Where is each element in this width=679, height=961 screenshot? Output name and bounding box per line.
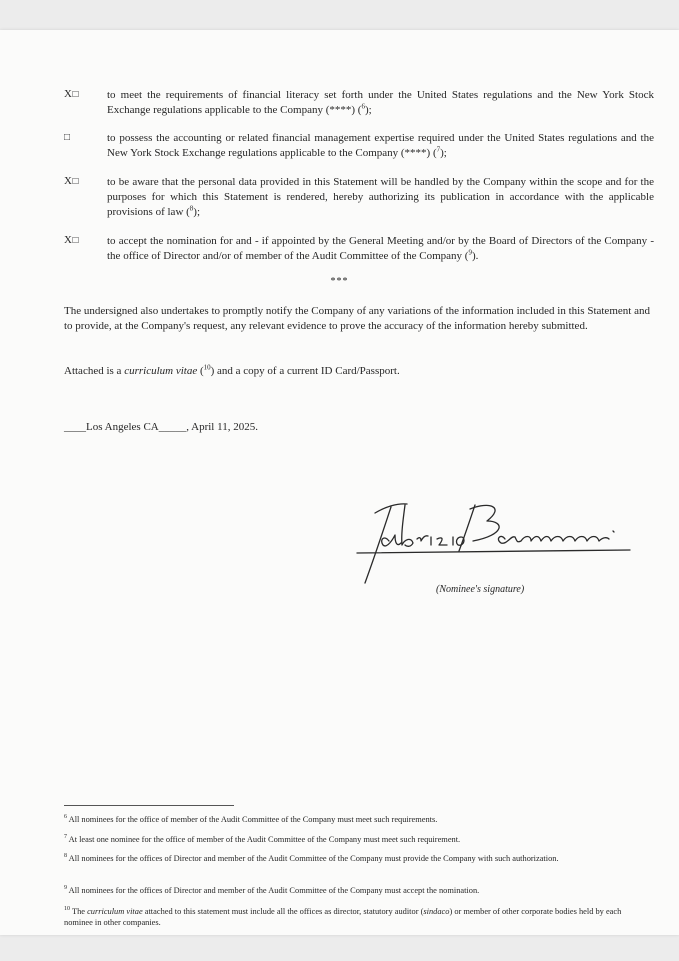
section-separator: ***: [330, 276, 349, 287]
item-text: to be aware that the personal data provided in this Statement will be handled by the Company within the scope and for the purposes for which this Statement is rendered, hereby authorizing its publication in accordance with the applicable provisions of law ($^8$);: [107, 176, 654, 218]
footnote-divider: [64, 805, 234, 806]
checkbox-accept-nomination: X□: [64, 234, 79, 246]
footnote-6: $^6$ All nominees for the office of member of the Audit Committee of the Company must meet such requirements.: [64, 814, 438, 824]
footnote-10: $^{10}$ The curriculum vitae attached to this statement must include all the offices as director, statutory auditor (sindaco) or member of other corporate bodies held by each nominee in other companies.: [64, 906, 622, 927]
place-and-date: ____Los Angeles CA_____, April 11, 2025.: [64, 421, 258, 433]
signature-drawing: [355, 495, 640, 590]
checkbox-personal-data: X□: [64, 175, 79, 187]
attachment-paragraph: Attached is a curriculum vitae ($^{10}$) and a copy of a current ID Card/Passport.: [64, 363, 400, 377]
footnote-7: $^7$ At least one nominee for the office of member of the Audit Committee of the Company must meet such requirement.: [64, 834, 461, 844]
footnote-9: $^9$ All nominees for the offices of Director and member of the Audit Committee of the Company must accept the nomination.: [64, 885, 480, 895]
undertaking-paragraph: The undersigned also undertakes to promptly notify the Company of any variations of the information included in this Statement and to provide, at the Company's request, any relevant evidence to prove the accuracy of the information hereby submitted.: [64, 305, 650, 332]
checkbox-financial-expertise: □: [64, 132, 71, 143]
nominee-signature: [355, 495, 640, 590]
item-text: to meet the requirements of financial literacy set forth under the United States regulations and the New York Stock Exchange regulations applicable to the Company (****) ($^6$);: [107, 89, 654, 116]
checkbox-financial-literacy: X□: [64, 88, 79, 100]
item-text: to accept the nomination for and - if appointed by the General Meeting and/or by the Board of Directors of the Company - the office of Director and/or of member of the Audit Committee of the Company ($^9$).: [107, 235, 654, 262]
document-page: [0, 30, 679, 935]
footnote-8: $^8$ All nominees for the offices of Director and member of the Audit Committee of the Company must provide the Company with such authorization.: [64, 853, 559, 863]
signature-caption: (Nominee's signature): [436, 584, 525, 595]
item-text: to possess the accounting or related financial management expertise required under the United States regulations and the New York Stock Exchange regulations applicable to the Company (****) ($^7$);: [107, 132, 654, 159]
